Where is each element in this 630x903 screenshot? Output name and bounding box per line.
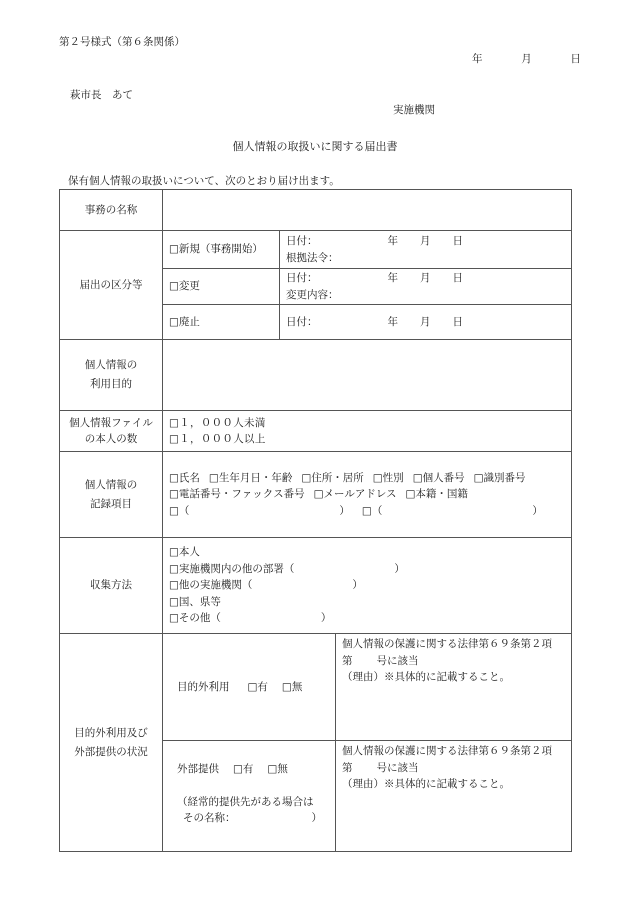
office-name-label-text: 事務の名称 [84,203,138,216]
change-date-label: 日付： [286,272,318,284]
file-count-options[interactable] [163,411,572,452]
option-abolish-text: □廃止 [169,315,200,328]
external-provision-law-line2 [342,760,571,777]
external-provision-cell[interactable] [163,741,336,852]
file-count-label-line1: 個人情報ファイル [69,416,153,429]
new-details[interactable] [280,231,572,269]
option-new[interactable] [163,231,280,269]
file-count-label [60,411,163,452]
external-provision-law-gou: 号に該当 [376,761,419,774]
row-purpose [60,340,572,411]
collection-item-government: □国、県等 [169,595,221,608]
collection-item[interactable] [169,561,571,578]
external-provision-recipient-label: その名称： [183,812,236,824]
row-classification-new [60,231,572,269]
option-change[interactable] [163,269,280,305]
record-item-gender[interactable]: □性別 [372,471,404,484]
collection-item-other: □その他（ [169,612,221,625]
new-date-label: 日付： [286,235,318,247]
classification-label-text: 届出の区分等 [79,278,143,291]
record-item-email[interactable]: □メールアドレス [313,488,397,501]
change-detail-label: 変更内容： [286,288,339,301]
collection-item[interactable] [169,594,571,611]
classification-label [60,231,163,340]
record-item-other2-close: ） [532,504,543,517]
external-label-line1: 目的外利用及び [74,726,148,739]
record-items-label-line1: 個人情報の [84,478,138,491]
external-provision-law-line1: 個人情報の保護に関する法律第６９条第２項 [342,745,552,757]
date-year: 年 [472,53,483,65]
record-items-line1 [169,470,571,487]
collection-item-internal-close: ） [394,562,405,575]
other-use-law-line2 [342,653,571,670]
record-item-other1-close: ） [339,504,350,517]
form-table [59,189,572,852]
office-name-input[interactable] [163,190,572,231]
collection-item-internal: □実施機関内の他の部署（ [169,562,295,575]
record-item-address[interactable]: □住所・居所 [301,471,364,484]
abolish-month: 月 [420,315,431,328]
office-name-label [60,190,163,231]
external-label-line2: 外部提供の状況 [74,745,148,758]
change-month: 月 [420,272,431,284]
record-item-other1[interactable]: □（ [169,504,190,517]
option-abolish[interactable] [163,305,280,340]
collection-options[interactable] [163,538,572,634]
intro-text: 保有個人情報の取扱いについて、次のとおり届け出ます。 [68,175,340,187]
file-count-option-over[interactable]: □１，０００人以上 [169,433,266,445]
record-item-personal-number[interactable]: □個人番号 [412,471,465,484]
change-year: 年 [387,272,398,284]
record-items-options[interactable] [163,452,572,538]
other-use-label: 目的外利用 [177,680,230,693]
change-day: 日 [452,272,463,284]
row-record-items [60,452,572,538]
spacer [177,778,335,794]
other-use-law-cell[interactable] [336,634,572,741]
collection-item[interactable] [169,577,571,594]
collection-label-text: 収集方法 [90,579,132,592]
external-provision-yes[interactable]: □有 [233,763,254,775]
addressee: 萩市長 あて [70,89,133,101]
collection-item[interactable] [169,544,571,561]
other-use-cell[interactable] [163,634,336,741]
option-change-text: □変更 [169,280,200,293]
external-provision-options [177,761,335,778]
abolish-date-line [286,314,571,331]
file-count-label-line2: の本人の数 [84,433,138,445]
row-collection [60,538,572,634]
external-provision-reason: （理由）※具体的に記載すること。 [342,778,510,790]
collection-item-other-close: ） [320,612,332,625]
record-item-birthdate[interactable]: □生年月日・年齢 [208,471,293,484]
external-provision-recipient-close: ） [311,812,322,824]
other-use-yes[interactable]: □有 [247,680,268,693]
record-item-other2[interactable]: □（ [361,504,383,517]
file-count-option-under[interactable]: □１，０００人未満 [169,416,266,429]
external-label [60,634,163,852]
new-date-line [286,233,571,250]
purpose-input[interactable] [163,340,572,411]
record-items-label [60,452,163,538]
date-month: 月 [521,53,532,65]
change-details[interactable] [280,269,572,305]
record-item-phone-fax[interactable]: □電話番号・ファックス番号 [169,488,305,501]
option-new-text: □新規（事務開始） [169,243,263,256]
collection-item[interactable] [169,610,571,627]
date-day: 日 [570,53,581,65]
new-law-label: 根拠法令： [286,251,339,264]
external-provision-note-line1: （経常的提供先がある場合は [177,795,314,808]
abolish-date-label: 日付： [286,315,318,328]
other-use-law-line1: 個人情報の保護に関する法律第６９条第２項 [342,638,552,650]
new-year: 年 [387,235,398,247]
abolish-details[interactable] [280,305,572,340]
other-use-reason: （理由）※具体的に記載すること。 [342,671,510,683]
other-use-law-dai: 第 [342,654,353,667]
abolish-day: 日 [452,315,463,328]
collection-label [60,538,163,634]
new-day: 日 [452,235,463,247]
row-other-use [60,634,572,741]
row-office-name [60,190,572,231]
external-provision-label: 外部提供 [177,763,219,775]
collection-item-self: □本人 [169,546,200,559]
date-header [472,51,581,66]
purpose-label-line1: 個人情報の [84,359,138,371]
record-items-line3 [169,503,571,520]
collection-item-other-agency-close: ） [352,579,363,592]
external-provision-law-cell[interactable] [336,741,572,852]
page-title: 個人情報の取扱いに関する届出書 [232,140,398,153]
abolish-year: 年 [387,315,398,328]
external-provision-note-line2 [177,810,335,827]
record-item-domicile[interactable]: □本籍・国籍 [405,488,468,501]
collection-item-other-agency: □他の実施機関（ [169,579,253,592]
change-date-line [286,270,571,287]
record-items-line2 [169,486,571,503]
external-provision-law-dai: 第 [342,761,353,774]
form-number: 第２号様式（第６条関係） [59,36,185,48]
purpose-label [60,340,163,411]
other-use-no[interactable]: □無 [281,680,303,693]
record-items-label-line2: 記録項目 [90,497,132,510]
external-provision-no[interactable]: □無 [267,763,288,775]
record-item-name[interactable]: □氏名 [169,471,200,484]
other-use-law-gou: 号に該当 [376,654,419,667]
row-file-count [60,411,572,452]
record-item-id-number[interactable]: □識別番号 [473,471,526,484]
purpose-label-line2: 利用目的 [90,378,132,390]
submitter-label: 実施機関 [393,104,435,116]
new-month: 月 [420,235,431,247]
